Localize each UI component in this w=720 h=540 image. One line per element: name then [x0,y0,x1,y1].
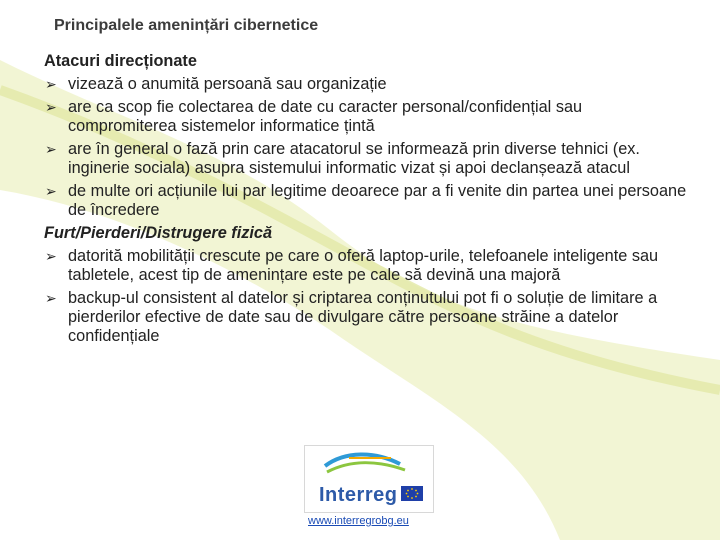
arrow-bullet-icon: ➢ [45,76,57,92]
bullet-item [44,247,694,285]
bullet-text: de multe ori acțiunile lui par legitime deoarece par a fi venite din partea unei persoane de încredere [68,182,687,219]
bullet-text: datorită mobilității crescute pe care o oferă laptop-urile, telefoanele inteligente sau tabletele, acest tip de amenințare este pe cale să devină una majoră [68,247,659,284]
arrow-bullet-icon: ➢ [45,248,57,264]
section-heading-targeted-attacks: Atacuri direcționate [44,52,197,70]
bullet-item [44,75,694,94]
bullet-text: are ca scop fie colectarea de date cu caracter personal/confidențial sau compromiterea sistemelor informatice țintă [68,98,583,135]
interreg-website-link[interactable]: www.interregrobg.eu [308,515,409,527]
slide-title: Principalele amenințări cibernetice [54,17,319,34]
bullet-item [44,98,694,136]
bullet-item [44,289,694,346]
bullet-text: are în general o fază prin care atacatorul se informează prin diverse tehnici (ex. inginerie sociala) asupra sistemului informatic vizat și apoi declanșează atacul [68,140,640,177]
arrow-bullet-icon: ➢ [45,141,57,157]
logo-river-graphic [305,446,433,486]
bullet-text: vizează o anumită persoană sau organizație [68,75,387,93]
bullet-list-targeted-attacks [44,75,694,220]
interreg-wordmark: Interreg [319,484,398,506]
arrow-bullet-icon: ➢ [45,290,57,306]
bullet-item [44,182,694,220]
interreg-logo [304,445,434,513]
section-heading-physical-theft: Furt/Pierderi/Distrugere fizică [44,224,273,242]
bullet-list-physical-theft [44,247,694,346]
bullet-item [44,140,694,178]
bullet-text: backup-ul consistent al datelor și criptarea conținutului pot fi o soluție de limitare a pierderilor efective de date sau de divulgare către persoane străine a datelor confidențiale [68,289,658,345]
eu-flag-icon [401,486,423,501]
body-text [44,52,694,350]
arrow-bullet-icon: ➢ [45,183,57,199]
arrow-bullet-icon: ➢ [45,99,57,115]
